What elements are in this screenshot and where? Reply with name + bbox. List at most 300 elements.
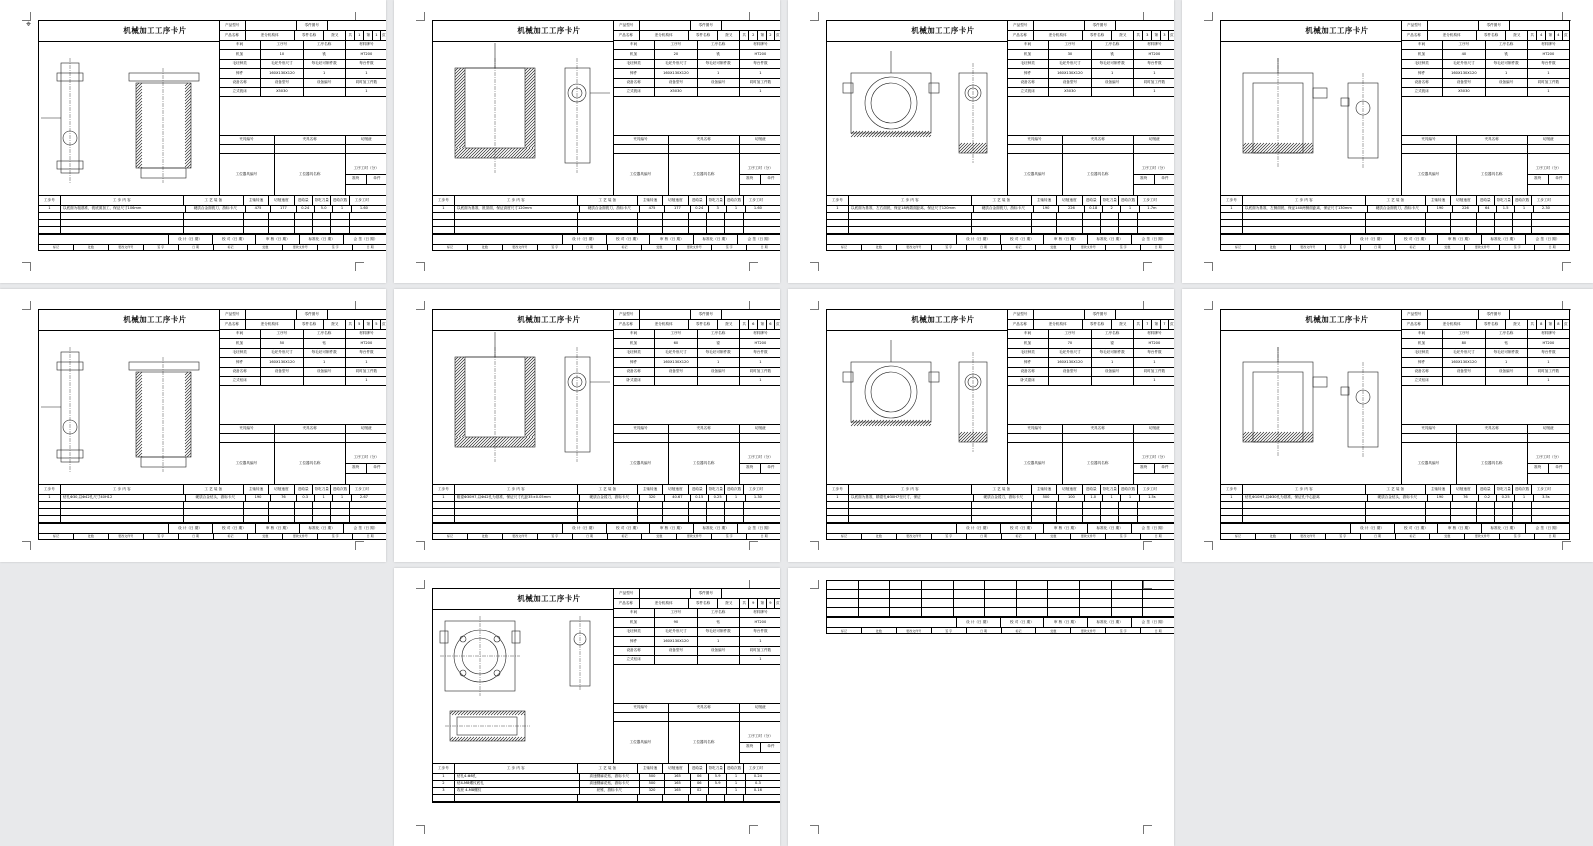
- drawing-line: [185, 137, 191, 143]
- info-cell: 铸件: [1401, 69, 1443, 77]
- drawing-line: [1269, 432, 1279, 442]
- step-passes: 1: [727, 788, 745, 794]
- table-cell: [1366, 502, 1426, 508]
- fixture-row: [1401, 425, 1569, 434]
- info-cell: 毛坯外形尺寸: [655, 349, 697, 357]
- card-top: [433, 310, 780, 485]
- table-cell: [725, 509, 743, 515]
- table-cell: [313, 509, 331, 515]
- info-cell: 30: [1049, 50, 1091, 58]
- drawing-line: [136, 83, 142, 89]
- steps-table: [433, 485, 780, 523]
- time-quota-label: 工序工时（分）: [740, 165, 781, 175]
- table-cell: [1057, 502, 1082, 508]
- operation-info: [219, 41, 386, 97]
- info-cell: 铸件: [1007, 358, 1049, 366]
- column-header: 进给次数: [1513, 196, 1531, 205]
- table-cell: [725, 227, 743, 233]
- step-row: [39, 495, 386, 502]
- table-cell: [1532, 516, 1556, 522]
- table-cell: [1138, 502, 1162, 508]
- drawing-line: [525, 371, 535, 381]
- sheet-number: 9: [767, 599, 774, 608]
- header-row: [219, 310, 386, 320]
- info-cell: HT200: [1542, 340, 1555, 345]
- step-cut: 165: [665, 781, 690, 787]
- revision-cell: 日 期: [1361, 245, 1396, 250]
- value: [740, 145, 781, 153]
- info-row: [1401, 41, 1569, 50]
- drawing-line: [1287, 432, 1297, 442]
- step-depth: 1: [1103, 495, 1121, 501]
- drawing-line: [460, 437, 470, 447]
- revision-cell: 签 字: [712, 245, 747, 250]
- drawing-line: [525, 118, 535, 128]
- drawing-line: [525, 112, 535, 122]
- label: 夹具名称: [275, 425, 346, 433]
- empty-row: [433, 502, 780, 509]
- step-row: [827, 495, 1174, 502]
- drawing-line: [455, 395, 465, 405]
- drawing-line: [455, 76, 465, 86]
- info-cell: 机加: [1401, 50, 1443, 58]
- header-value: [1034, 21, 1085, 30]
- drawing-line: [185, 420, 191, 426]
- drawing-line: [525, 425, 535, 435]
- label: 夹具编号: [1007, 425, 1063, 433]
- table-cell: [890, 599, 922, 607]
- info-cell: 铸件: [1401, 358, 1443, 366]
- table-cell: [922, 581, 954, 589]
- info-cell: 设备型号: [1049, 368, 1091, 376]
- sheet-label: 共: [346, 320, 355, 329]
- drawing-line: [1296, 432, 1306, 442]
- info-cell: 1: [759, 657, 762, 662]
- table-cell: [663, 220, 688, 226]
- table-cell: [663, 502, 688, 508]
- drawing-line: [136, 390, 142, 396]
- info-cell: [698, 88, 740, 96]
- sheet-label: 第: [1546, 31, 1555, 40]
- sheet-number: 7: [1161, 320, 1168, 329]
- drawing-line: [851, 131, 857, 137]
- info-cell: 工序名称: [1092, 330, 1134, 338]
- info-cell: 1: [365, 378, 368, 383]
- drawing-line: [523, 437, 533, 447]
- drawing-line: [525, 359, 535, 369]
- sheet-number: 1: [355, 31, 364, 40]
- info-cell: 设备型号: [655, 647, 697, 655]
- info-cell: [1092, 377, 1134, 385]
- column-header: 主轴转速: [1426, 485, 1451, 494]
- header-label: 零件图号: [1085, 21, 1116, 30]
- part-drawing: [435, 332, 611, 482]
- column-header: 主轴转速: [1426, 196, 1451, 205]
- info-cell: [261, 377, 303, 385]
- label: 工位器具名称: [1457, 443, 1528, 484]
- step-feed: 02: [691, 788, 709, 794]
- revision-cell: 更改文件号: [897, 628, 932, 633]
- drawing-line: [469, 437, 479, 447]
- empty-row: [827, 227, 1174, 234]
- drawing-line: [1278, 143, 1288, 153]
- header-value: 拨叉: [324, 320, 346, 329]
- table-cell: [295, 516, 313, 522]
- info-row: [613, 88, 780, 97]
- drawing-line: [136, 158, 142, 164]
- sheet-label: 第: [1152, 320, 1161, 329]
- drawing-line: [185, 387, 191, 393]
- drawing-line: [525, 365, 535, 375]
- column-header: 进给量: [1083, 485, 1101, 494]
- station-row: [219, 443, 386, 485]
- header-row: [1007, 320, 1174, 330]
- header-value: 差分机构体: [246, 320, 295, 329]
- info-row: [613, 637, 780, 646]
- info-row: [613, 628, 780, 637]
- table-cell: [972, 502, 1032, 508]
- header-value: 差分机构体: [640, 599, 689, 608]
- table-cell: [1143, 599, 1174, 607]
- info-cell: 镗: [698, 339, 740, 347]
- fixture-row: [1401, 145, 1569, 154]
- table-cell: [39, 516, 61, 522]
- revision-cell: 签 字: [1326, 245, 1361, 250]
- drawing-line: [185, 411, 191, 417]
- drawing-line: [1284, 432, 1294, 442]
- drawing-line: [185, 116, 191, 122]
- revision-cell: 处数: [862, 628, 897, 633]
- label: 夹具编号: [613, 704, 669, 712]
- drawing-line: [982, 148, 987, 153]
- info-cell: 工序名称: [304, 41, 346, 49]
- header-row: [613, 320, 780, 330]
- label: 夹具名称: [1457, 136, 1528, 144]
- process-card: [826, 309, 1174, 540]
- time-std: 准终: [740, 464, 761, 473]
- drawing-line: [525, 404, 535, 414]
- info-cell: 1: [1153, 89, 1156, 94]
- drawing-line: [185, 393, 191, 399]
- info-row: [1401, 60, 1569, 69]
- drawing-line: [525, 103, 535, 113]
- sign-cell: 标准化（日 期）: [694, 235, 738, 244]
- crop-mark: [810, 262, 819, 271]
- table-cell: [638, 213, 663, 219]
- sheet-label: 共: [1528, 320, 1537, 329]
- crop-mark: [1562, 541, 1571, 550]
- drawing-line: [1275, 143, 1285, 153]
- header-row: [219, 320, 386, 330]
- drawing-line: [1243, 143, 1249, 149]
- table-cell: [827, 220, 849, 226]
- table-cell: [350, 502, 374, 508]
- crop-mark: [416, 262, 425, 271]
- info-row: [219, 79, 386, 88]
- table-cell: [295, 227, 313, 233]
- time-quota-cols: [346, 464, 387, 474]
- step-content: 钻4-M8螺纹底孔: [455, 781, 580, 787]
- table-cell: [455, 502, 578, 508]
- table-cell: [1138, 516, 1162, 522]
- steps-table: [827, 485, 1174, 523]
- table-cell: [1080, 590, 1112, 598]
- drawing-line: [529, 441, 535, 447]
- empty-row: [1221, 509, 1569, 516]
- drawing-line: [463, 437, 473, 447]
- table-cell: [269, 509, 294, 515]
- header-label: 产品名称: [1401, 31, 1428, 40]
- info-cell: 设备型号: [261, 79, 303, 87]
- fixture-section: [1401, 424, 1569, 485]
- card-header: [613, 310, 780, 330]
- revision-cell: 标记: [1002, 628, 1037, 633]
- drawing-line: [185, 113, 191, 119]
- drawing-line: [455, 148, 461, 154]
- info-cell: 1: [1486, 69, 1528, 77]
- empty-row: [827, 509, 1174, 516]
- info-row: [219, 330, 386, 339]
- drawing-line: [525, 413, 535, 423]
- label: 工位器具名称: [1063, 443, 1134, 484]
- drawing-line: [896, 420, 902, 426]
- label: 工位器具编号: [613, 722, 669, 763]
- revision-cell: 更改文件号: [1465, 534, 1500, 539]
- info-cell: 材料牌号: [1541, 42, 1556, 47]
- drawing-line: [1302, 143, 1312, 153]
- card-top: [827, 310, 1174, 485]
- drawing-line: [136, 426, 142, 432]
- drawing-line: [460, 148, 470, 158]
- text-cursor-icon: ⌖: [26, 20, 32, 30]
- drawing-circle: [871, 372, 911, 412]
- process-card: [432, 588, 780, 803]
- step-time: 0.16: [753, 788, 762, 793]
- table-cell: [1138, 213, 1162, 219]
- sheet-number: 8: [1537, 320, 1546, 329]
- drawing-line: [1260, 143, 1270, 153]
- drawing-line: [525, 68, 528, 71]
- table-cell: [663, 516, 688, 522]
- step-tool: 硬质合金镗刀，游标卡尺: [974, 495, 1034, 501]
- drawing-line: [455, 389, 465, 399]
- info-cell: 每毛坯可制件数: [698, 60, 740, 68]
- table-cell: [972, 213, 1032, 219]
- sign-cell: 会 签（日 期）: [1141, 525, 1166, 530]
- revision-cell: 标记: [39, 534, 74, 539]
- column-header: 工 艺 装 备: [578, 764, 638, 773]
- info-cell: 毛坯种类: [219, 60, 261, 68]
- drawing-line: [866, 131, 872, 137]
- table-cell: [1477, 227, 1495, 233]
- revision-cell: 签 字: [144, 245, 179, 250]
- drawing-line: [970, 143, 980, 153]
- drawing-line: [455, 437, 458, 440]
- drawing-line: [881, 131, 887, 137]
- steps-header: [1221, 196, 1569, 206]
- sheet-label: 页: [382, 321, 386, 326]
- empty-row: [433, 227, 780, 234]
- station-row: [613, 722, 780, 764]
- drawing-line: [525, 106, 535, 116]
- drawing-line: [455, 88, 465, 98]
- revision-cell: 更改文件号: [109, 534, 144, 539]
- step-cut: 226: [1059, 206, 1084, 212]
- drawing-outline: [141, 457, 186, 467]
- value: [1528, 434, 1570, 442]
- info-cell: 设备型号: [655, 79, 697, 87]
- table-cell: [331, 509, 349, 515]
- drawing-line: [136, 405, 142, 411]
- table-cell: [1083, 213, 1101, 219]
- info-cell: 工序名称: [698, 41, 740, 49]
- station-row: [1401, 443, 1569, 485]
- step-cut: 76: [271, 495, 296, 501]
- drawing-line: [525, 368, 535, 378]
- time-std: 准终: [740, 175, 761, 184]
- table-cell: [1451, 220, 1476, 226]
- steps-table: [433, 196, 780, 234]
- column-header: 工步号: [39, 485, 61, 494]
- drawing-line: [881, 420, 887, 426]
- table-cell: [827, 227, 849, 233]
- column-header: 工 步 内 容: [1243, 485, 1366, 494]
- crop-mark: [810, 12, 819, 21]
- drawing-line: [185, 399, 191, 405]
- empty-row: [827, 608, 1174, 617]
- column-header: 工 艺 装 备: [578, 485, 638, 494]
- header-label: 零件名称: [295, 31, 325, 40]
- info-cell: HT200: [1148, 340, 1161, 345]
- info-row: [613, 339, 780, 348]
- step-depth: 0.25: [1497, 495, 1515, 501]
- info-cell: 工序号: [655, 41, 697, 49]
- drawing-line: [136, 408, 142, 414]
- column-header: 工 步 内 容: [455, 485, 578, 494]
- revision-cell: 签 字: [144, 534, 179, 539]
- value: [1063, 145, 1134, 153]
- table-cell: [350, 213, 374, 219]
- table-cell: [707, 502, 725, 508]
- info-cell: 设备编号: [304, 368, 346, 376]
- info-cell: 设备型号: [655, 368, 697, 376]
- info-cell: 工序号: [1049, 330, 1091, 338]
- card-title: 机械加工工序卡片: [517, 315, 581, 325]
- drawing-line: [185, 444, 191, 450]
- table-cell: [638, 509, 663, 515]
- sign-cell: 标准化（日 期）: [1088, 618, 1132, 627]
- drawing-circle: [494, 670, 500, 676]
- sign-cell: 设 计（日 期）: [1351, 524, 1395, 533]
- header-row: [613, 310, 780, 320]
- header-label: 零件图号: [691, 310, 722, 319]
- time-quota-cols: [740, 743, 781, 753]
- step-no: 1: [1221, 206, 1243, 212]
- drawing-line: [466, 148, 476, 158]
- time-quota: [1528, 443, 1570, 484]
- drawing-line: [973, 432, 983, 442]
- crop-mark: [416, 580, 425, 589]
- table-cell: [1451, 502, 1476, 508]
- card-top: [1221, 310, 1569, 485]
- header-row: [613, 589, 780, 599]
- drawing-line: [136, 101, 142, 107]
- table-cell: [331, 516, 349, 522]
- step-cut: 40.67: [665, 495, 690, 501]
- fixture-row: [1007, 145, 1174, 154]
- drawing-line: [525, 395, 535, 405]
- drawing-line: [851, 131, 854, 134]
- table-cell: [1451, 213, 1476, 219]
- label: 工位器具名称: [275, 154, 346, 195]
- drawing-line: [973, 143, 983, 153]
- info-cell: 1: [365, 359, 368, 364]
- step-speed: 475: [246, 206, 271, 212]
- table-cell: [1477, 509, 1495, 515]
- table-cell: [1080, 608, 1112, 616]
- table-cell: [954, 599, 986, 607]
- revision-cell: 标记: [608, 534, 643, 539]
- header-value: [722, 21, 780, 30]
- info-row: [1401, 368, 1569, 377]
- drawing-line: [525, 407, 535, 417]
- drawing-line: [1281, 143, 1291, 153]
- drawing-line: [185, 414, 191, 420]
- sign-cell: 会 签（日 期）: [1141, 620, 1166, 624]
- table-cell: [1101, 213, 1119, 219]
- drawing-line: [136, 411, 142, 417]
- revision-cell: 处数: [1036, 245, 1071, 250]
- info-cell: 铸件: [613, 637, 655, 645]
- drawing-line: [502, 437, 512, 447]
- header-row: [1401, 31, 1569, 41]
- sign-cell: 标准化（日 期）: [1088, 524, 1132, 533]
- drawing-line: [929, 135, 931, 137]
- table-cell: [689, 795, 707, 801]
- table-cell: [849, 502, 972, 508]
- table-cell: [1057, 213, 1082, 219]
- revision-cell: 处数: [468, 534, 503, 539]
- header-value: [1116, 310, 1174, 319]
- drawing-line: [532, 434, 535, 437]
- info-row: [219, 368, 386, 377]
- header-value: [328, 21, 386, 30]
- step-tool: 高速钢麻花钻，游标卡尺: [580, 781, 640, 787]
- revision-cell: 处数: [862, 534, 897, 539]
- drawing-line: [185, 438, 191, 444]
- info-cell: 每毛坯可制件数: [1486, 349, 1528, 357]
- label: 夹具编号: [1007, 136, 1063, 144]
- drawing-line: [185, 92, 191, 98]
- card-header: [219, 310, 386, 330]
- header-value: 差分机构体: [1034, 320, 1083, 329]
- drawing-line: [525, 380, 535, 390]
- header-label: 产品名称: [219, 320, 246, 329]
- revision-cell: 日 期: [967, 534, 1002, 539]
- column-header: 工步号: [827, 485, 849, 494]
- drawing-line: [887, 131, 893, 137]
- step-cut: 226: [1453, 206, 1478, 212]
- revision-cell: 处数: [642, 534, 677, 539]
- crop-mark: [22, 541, 31, 550]
- label: 切削液: [1542, 137, 1554, 142]
- table-cell: [1032, 502, 1057, 508]
- table-cell: [61, 220, 184, 226]
- table-cell: [707, 220, 725, 226]
- column-header: 工步工时: [1536, 486, 1552, 491]
- fixture-section: [1007, 424, 1174, 485]
- table-cell: [890, 608, 922, 616]
